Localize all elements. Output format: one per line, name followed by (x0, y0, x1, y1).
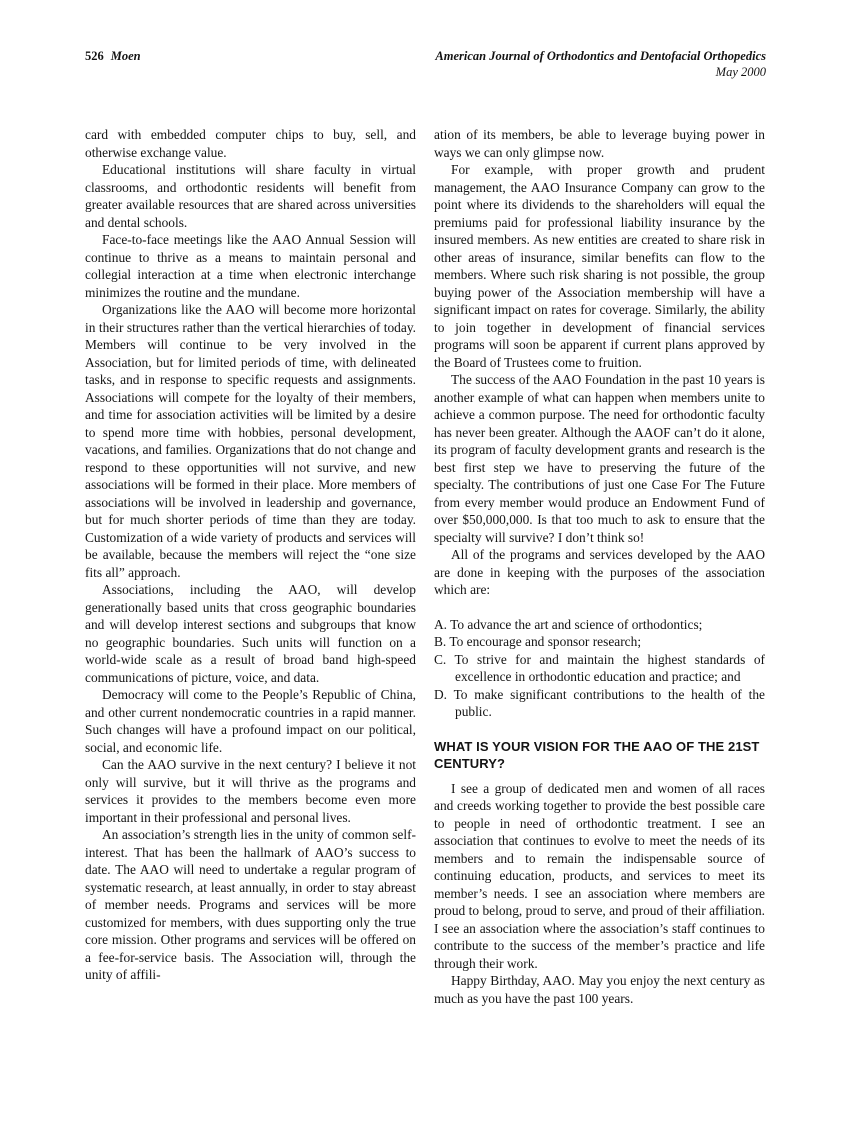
section-heading: WHAT IS YOUR VISION FOR THE AAO OF THE 21ST CENTURY? (434, 738, 760, 771)
body-paragraph: card with embedded computer chips to buy, sell, and otherwise exchange value. (85, 127, 416, 160)
issue-date: May 2000 (715, 65, 766, 79)
left-column (85, 126, 416, 1007)
body-paragraph: Democracy will come to the People’s Republic of China, and other current nondemocratic countries in a rapid manner. Such changes will have a profound impact on our political, social, and economic life. (85, 687, 416, 755)
purpose-list (434, 616, 765, 721)
page-number: 526 (85, 49, 104, 63)
body-paragraph: Organizations like the AAO will become more horizontal in their structures rather than the vertical hierarchies of today. Members will continue to be very involved in the Association, but for limited periods of time, with delineated tasks, and in response to specific requests and assignments. Associations will compete for the loyalty of their members, and time for association activities will be limited by a desire to spend more time with hobbies, personal development, vacations, and families. Organizations that do not change and respond to these opportunities will not survive, and new associations will be formed in their place. More members of associations will be involved in leadership and governance, but for much shorter periods of time than they are today. Customization of a wide variety of products and services will be available, because the members will reject the “one size fits all” approach. (85, 302, 416, 580)
purpose-list-item: B. To encourage and sponsor research; (434, 634, 642, 649)
running-head-right (435, 48, 766, 80)
body-paragraph: All of the programs and services developed by the AAO are done in keeping with the purposes of the association which are: (434, 547, 765, 597)
body-paragraph: An association’s strength lies in the unity of common self-interest. That has been the hallmark of AAO’s success to date. The AAO will need to undertake a regular program of systematic research, at least annually, in order to stay abreast of member needs. Programs and services will be more customized for members, with dues supporting only the true core mission. Other programs and services will be offered on a fee-for-service basis. The Association will, through the unity of affili- (85, 827, 416, 982)
purpose-list-item: C. To strive for and maintain the highest standards of excellence in orthodontic education and practice; and (434, 651, 765, 684)
body-paragraph: Can the AAO survive in the next century? I believe it not only will survive, but it will thrive as the programs and services it provides to the members become even more important in their professional and personal lives. (85, 757, 416, 825)
body-paragraph: Associations, including the AAO, will develop generationally based units that cross geographic boundaries and will develop interest sections and subgroups that know no geographic boundaries. Such units will function on a world-wide scale as a result of broad band high-speed communications of picture, voice, and data. (85, 582, 416, 685)
body-paragraph: Educational institutions will share faculty in virtual classrooms, and orthodontic residents will benefit from greater available resources that are shared across universities and dental schools. (85, 162, 416, 230)
article-body (85, 126, 766, 1007)
body-paragraph: Happy Birthday, AAO. May you enjoy the next century as much as you have the past 100 years. (434, 973, 765, 1006)
purpose-list-item: D. To make significant contributions to the health of the public. (434, 686, 765, 719)
journal-title: American Journal of Orthodontics and Dentofacial Orthopedics (435, 49, 766, 63)
body-paragraph: I see a group of dedicated men and women of all races and creeds working together to provide the best possible care to people in need of orthodontic treatment. I see an association that continues to evolve to meet the needs of its members and to remain the indispensable source of continuing education, products, and services to meet its member’s needs. I see an association where members are proud to belong, proud to serve, and proud of their affiliation. I see an association where the association’s staff continues to contribute to the success of the member’s practice and life through their work. (434, 780, 765, 971)
body-paragraph: The success of the AAO Foundation in the past 10 years is another example of what can happen when members unite to achieve a common purpose. The need for orthodontic faculty has never been greater. Although the AAOF can’t do it alone, its program of faculty development grants and research is the best first step we have to preserving the future of the specialty. The contributions of just one Case For The Future from every member would produce an Endowment Fund of over $50,000,000. Is that too much to ask to ensure that the specialty will survive? I don’t think so! (434, 372, 765, 545)
author-name: Moen (110, 49, 141, 63)
body-paragraph: Face-to-face meetings like the AAO Annual Session will continue to thrive as a means to maintain personal and collegial interaction at a time when electronic interchange minimizes the routine and the mundane. (85, 232, 416, 300)
body-paragraph: ation of its members, be able to leverage buying power in ways we can only glimpse now. (434, 127, 765, 160)
purpose-list-item: A. To advance the art and science of orthodontics; (434, 616, 703, 632)
page-header (85, 48, 766, 80)
right-column (434, 126, 765, 1007)
body-paragraph: For example, with proper growth and prudent management, the AAO Insurance Company can grow to the point where its dividends to the shareholders will equal the premiums paid for professional liability insurance by the insured members. As new entities are created to share risk in other areas of insurance, similar benefits can flow to the members. Where such risk sharing is not possible, the group buying power of the Association membership will have a significant impact on rates for coverage. Similarly, the ability to join together in development of financial services programs will soon be apparent if current plans approved by the Board of Trustees come to fruition. (434, 162, 765, 370)
running-head-left (85, 48, 141, 64)
